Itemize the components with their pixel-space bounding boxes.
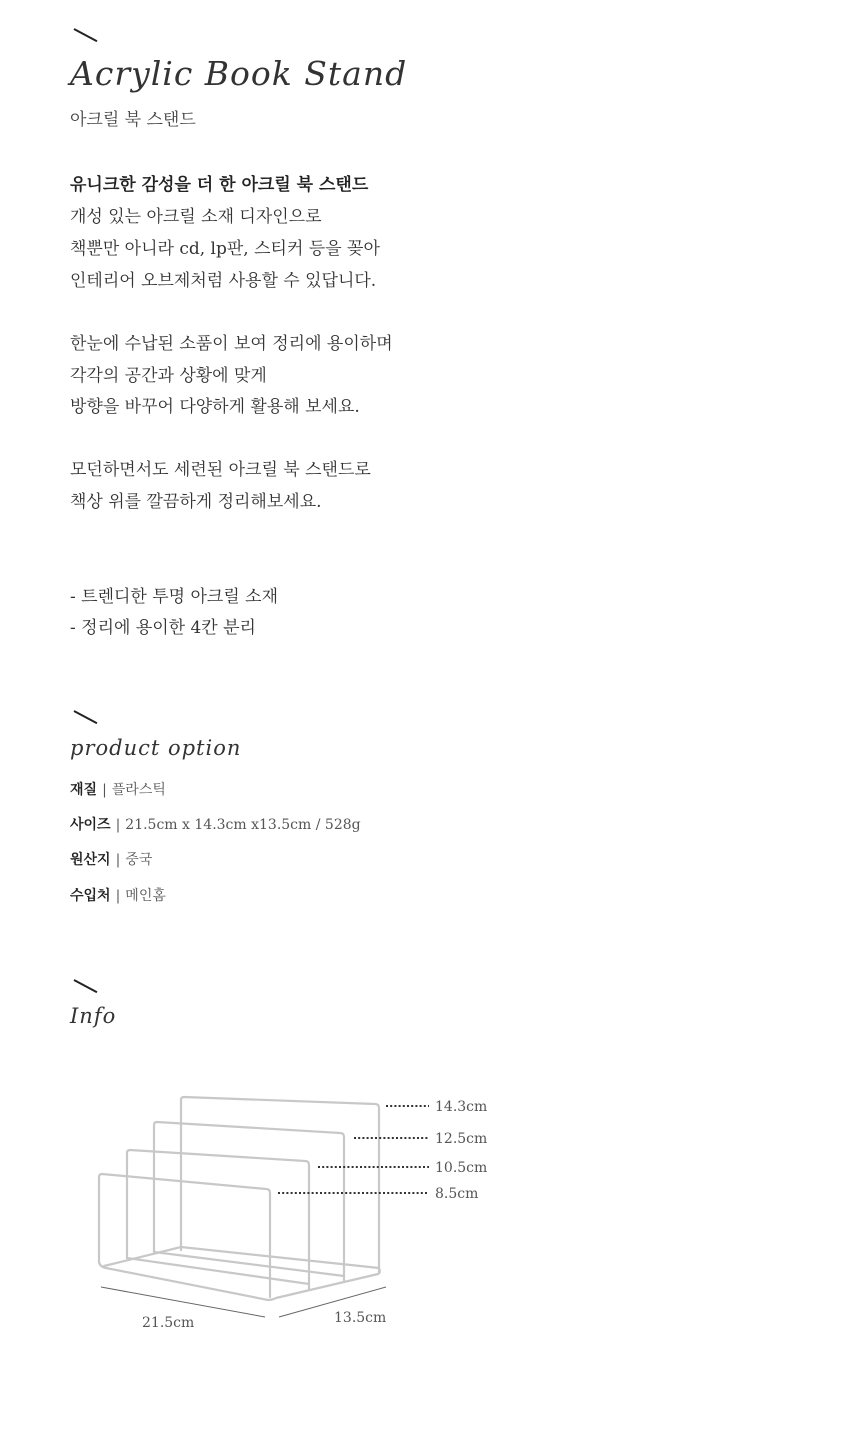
- option-value: 플라스틱: [111, 782, 166, 798]
- height-label-second: 12.5cm: [435, 1131, 488, 1147]
- intro-line: 인테리어 오브제처럼 사용할 수 있답니다.: [70, 271, 377, 291]
- intro-line: 모던하면서도 세련된 아크릴 북 스탠드로: [70, 460, 371, 480]
- height-label-back: 14.3cm: [435, 1099, 488, 1115]
- intro-line: 개성 있는 아크릴 소재 디자인으로: [70, 207, 322, 227]
- intro-line: 각각의 공간과 상황에 맞게: [70, 366, 267, 386]
- option-value: 메인홈: [125, 888, 166, 904]
- info-title: Info: [70, 1004, 117, 1028]
- option-key: 재질: [70, 782, 98, 798]
- intro-line: 한눈에 수납된 소품이 보여 정리에 용이하며: [70, 334, 393, 354]
- width-label: 21.5cm: [142, 1315, 195, 1331]
- dimension-leaders: [278, 1106, 429, 1193]
- option-key: 수입처: [70, 888, 111, 904]
- intro-line: 방향을 바꾸어 다양하게 활용해 보세요.: [70, 397, 360, 417]
- feature-item: - 정리에 용이한 4칸 분리: [70, 618, 256, 638]
- intro-line: 책상 위를 깔끔하게 정리해보세요.: [70, 492, 322, 512]
- product-option-title: product option: [70, 736, 242, 760]
- depth-label: 13.5cm: [334, 1310, 387, 1326]
- feature-item: - 트렌디한 투명 아크릴 소재: [70, 587, 279, 607]
- option-value: 중국: [125, 852, 153, 868]
- option-key: 원산지: [70, 852, 111, 868]
- option-separator: |: [102, 782, 107, 798]
- option-separator: |: [115, 852, 121, 868]
- option-separator: |: [115, 888, 121, 904]
- page-subtitle: 아크릴 북 스탠드: [70, 110, 196, 130]
- height-label-third: 10.5cm: [435, 1160, 488, 1176]
- option-key: 사이즈: [70, 817, 111, 833]
- intro-line: 책뿐만 아니라 cd, lp판, 스티커 등을 꽂아: [70, 239, 380, 259]
- option-separator: |: [115, 817, 121, 833]
- height-label-front: 8.5cm: [435, 1186, 479, 1202]
- page-title: Acrylic Book Stand: [70, 54, 408, 93]
- intro-headline: 유니크한 감성을 더 한 아크릴 북 스탠드: [70, 175, 369, 195]
- option-value: 21.5cm x 14.3cm x13.5cm / 528g: [125, 817, 361, 833]
- book-stand-outline: [99, 1097, 380, 1300]
